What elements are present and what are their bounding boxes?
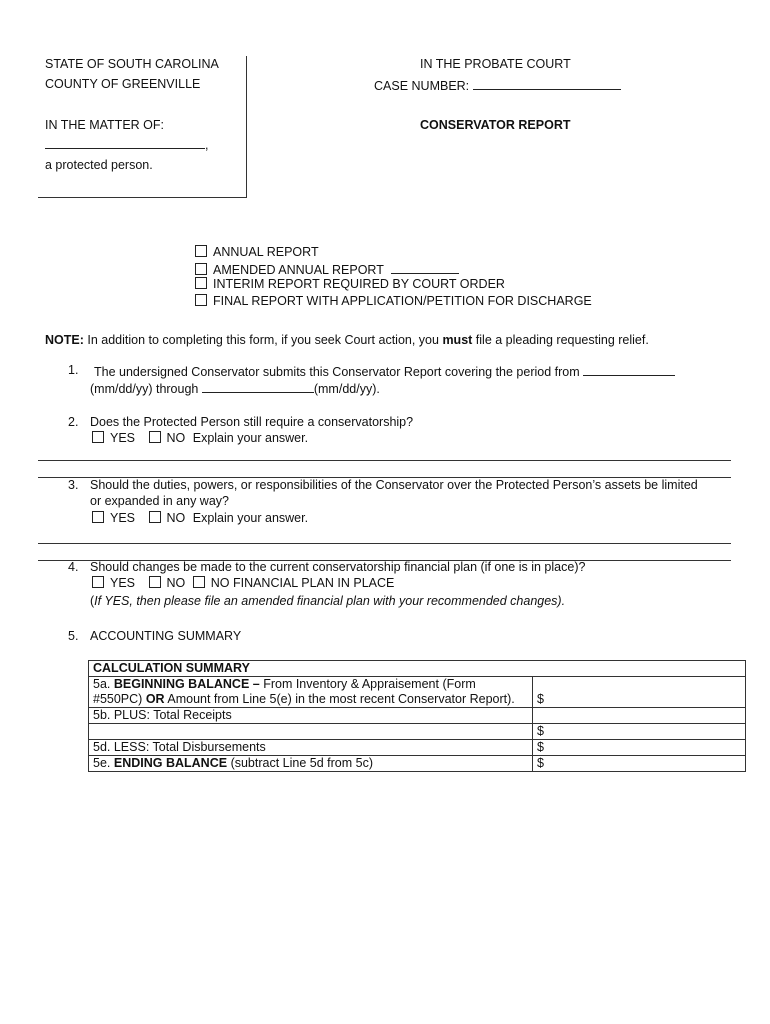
calc-5a-label	[89, 677, 533, 708]
q3-line1: Should the duties, powers, or responsibilities of the Conservator over the Protected Person’s assets be limited	[90, 478, 698, 492]
calc-5e-amount[interactable]	[533, 756, 746, 772]
calc-5b-amount[interactable]	[533, 708, 746, 724]
calc-5a-text1: From Inventory & Appraisement (Form	[263, 677, 476, 691]
q2-no-checkbox[interactable]	[149, 431, 161, 443]
q4-no-plan-checkbox[interactable]	[193, 576, 205, 588]
calc-5a-amount[interactable]	[533, 677, 746, 708]
period-from-field[interactable]	[583, 363, 675, 376]
q4-instruction	[90, 594, 565, 608]
q2-text: Does the Protected Person still require a conservatorship?	[90, 415, 414, 429]
dollar-sign: $	[537, 740, 544, 754]
note-label: NOTE:	[45, 333, 84, 347]
q2-yes-checkbox[interactable]	[92, 431, 104, 443]
q1-date-format: (mm/dd/yy).	[313, 382, 380, 396]
report-type-annual[interactable]	[195, 245, 319, 259]
calculation-summary-table	[88, 660, 746, 772]
calc-5a-bold: BEGINNING BALANCE –	[113, 677, 260, 691]
q4-italic-if-yes: If YES	[94, 594, 130, 608]
county-label: COUNTY OF GREENVILLE	[45, 77, 201, 91]
q2-explain-label: Explain your answer.	[192, 431, 309, 445]
calc-5c-label	[89, 724, 533, 740]
matter-comma: ,	[205, 138, 209, 152]
calc-5a-text2b: Amount from Line 5(e) in the most recent Conservator Report).	[167, 692, 515, 706]
q3-options	[92, 511, 308, 525]
calc-5b-label: 5b. PLUS: Total Receipts	[89, 708, 533, 724]
q2-number: 2.	[68, 415, 79, 429]
period-through-field[interactable]	[202, 380, 314, 393]
dollar-sign: $	[537, 756, 544, 770]
q1-number: 1.	[68, 363, 79, 377]
report-title: CONSERVATOR REPORT	[420, 118, 571, 132]
q2-answer-line-1[interactable]	[38, 460, 731, 461]
report-type-interim[interactable]	[195, 277, 505, 291]
calc-header: CALCULATION SUMMARY	[93, 661, 250, 675]
interim-report-checkbox[interactable]	[195, 277, 207, 289]
calc-5e-bold: ENDING BALANCE	[113, 756, 228, 770]
note-text-after: file a pleading requesting relief.	[475, 333, 649, 347]
annual-report-label: ANNUAL REPORT	[213, 245, 319, 259]
amended-report-checkbox[interactable]	[195, 263, 207, 275]
q3-line2: or expanded in any way?	[90, 494, 229, 508]
report-type-amended[interactable]	[195, 261, 459, 277]
calc-5a-or: OR	[145, 692, 165, 706]
matter-name-field[interactable]	[45, 136, 205, 149]
q4-number: 4.	[68, 560, 79, 574]
calc-5e-label	[89, 756, 533, 772]
q3-no-label: NO	[166, 511, 186, 525]
matter-name-line	[45, 136, 208, 152]
table-row	[89, 756, 746, 772]
final-report-checkbox[interactable]	[195, 294, 207, 306]
q4-italic-rest: , then please file an amended financial plan with your recommended changes).	[129, 594, 566, 608]
table-row	[89, 740, 746, 756]
state-label: STATE OF SOUTH CAROLINA	[45, 57, 219, 71]
table-row	[89, 724, 746, 740]
q4-yes-checkbox[interactable]	[92, 576, 104, 588]
case-number-field[interactable]	[473, 77, 621, 90]
q3-yes-label: YES	[110, 511, 136, 525]
q5-number: 5.	[68, 629, 79, 643]
q2-options	[92, 431, 308, 445]
table-row	[89, 708, 746, 724]
q1-line2	[90, 380, 380, 396]
annual-report-checkbox[interactable]	[195, 245, 207, 257]
q4-no-label: NO	[166, 576, 186, 590]
calc-5a-text2a: #550PC)	[93, 692, 143, 706]
q4-options	[92, 576, 394, 590]
table-row	[89, 677, 746, 708]
q4-text: Should changes be made to the current conservatorship financial plan (if one is in place)?	[90, 560, 586, 574]
amended-report-label: AMENDED ANNUAL REPORT	[213, 263, 384, 277]
table-row	[89, 661, 746, 677]
q4-paren-open: (	[90, 594, 95, 608]
amended-report-field[interactable]	[391, 261, 459, 274]
calc-5e-prefix: 5e.	[93, 756, 111, 770]
q1-line1	[94, 363, 675, 379]
interim-report-label: INTERIM REPORT REQUIRED BY COURT ORDER	[213, 277, 505, 291]
note-paragraph	[45, 333, 649, 347]
q5-title: ACCOUNTING SUMMARY	[90, 629, 242, 643]
calc-5c-amount[interactable]	[533, 724, 746, 740]
q1-through-text: (mm/dd/yy) through	[90, 382, 199, 396]
q3-number: 3.	[68, 478, 79, 492]
case-number-label: CASE NUMBER:	[374, 79, 470, 93]
q4-yes-label: YES	[110, 576, 136, 590]
calc-5a-prefix: 5a.	[93, 677, 111, 691]
dollar-sign: $	[537, 724, 544, 738]
report-type-final[interactable]	[195, 294, 592, 308]
calc-5d-label: 5d. LESS: Total Disbursements	[89, 740, 533, 756]
q3-yes-checkbox[interactable]	[92, 511, 104, 523]
calc-5e-text: (subtract Line 5d from 5c)	[230, 756, 373, 770]
dollar-sign: $	[537, 692, 544, 706]
q3-no-checkbox[interactable]	[149, 511, 161, 523]
caption-divider	[246, 56, 247, 198]
court-label: IN THE PROBATE COURT	[420, 57, 571, 71]
q1-text: The undersigned Conservator submits this Conservator Report covering the period from	[94, 365, 580, 379]
note-text-before: In addition to completing this form, if you seek Court action, you	[87, 333, 439, 347]
q4-no-plan-label: NO FINANCIAL PLAN IN PLACE	[210, 576, 395, 590]
q2-yes-label: YES	[110, 431, 136, 445]
caption-bottom-rule	[38, 197, 247, 198]
q3-answer-line-1[interactable]	[38, 543, 731, 544]
case-number-row	[374, 77, 621, 93]
q2-no-label: NO	[166, 431, 186, 445]
calc-header-cell	[89, 661, 746, 677]
q3-explain-label: Explain your answer.	[192, 511, 309, 525]
q4-no-checkbox[interactable]	[149, 576, 161, 588]
final-report-label: FINAL REPORT WITH APPLICATION/PETITION FOR DISCHARGE	[213, 294, 592, 308]
protected-person-label: a protected person.	[45, 158, 153, 172]
matter-label: IN THE MATTER OF:	[45, 118, 164, 132]
calc-5d-amount[interactable]	[533, 740, 746, 756]
note-bold-must: must	[442, 333, 473, 347]
